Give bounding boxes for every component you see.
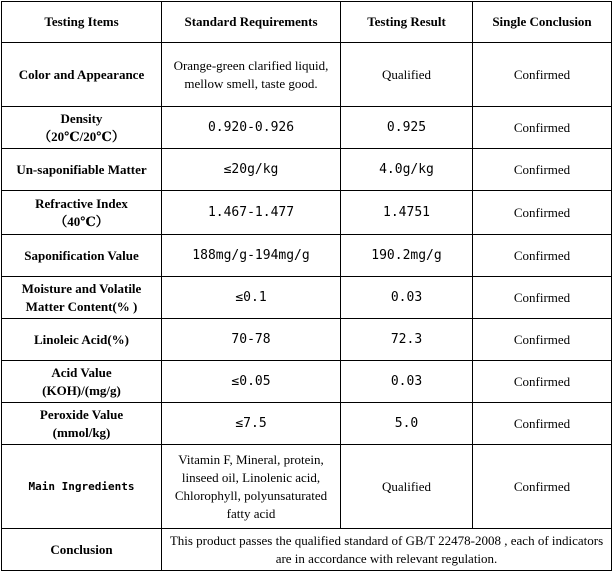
item-main-ingredients: Main Ingredients	[2, 445, 162, 529]
conclusion-cell: Confirmed	[473, 361, 612, 403]
item-color-appearance: Color and Appearance	[2, 43, 162, 107]
header-testing-items: Testing Items	[2, 2, 162, 43]
table-row	[2, 319, 612, 361]
standard-cell: 1.467-1.477	[162, 191, 341, 235]
table-row	[2, 403, 612, 445]
table-row	[2, 107, 612, 149]
conclusion-cell: Confirmed	[473, 235, 612, 277]
conclusion-label: Conclusion	[2, 529, 162, 571]
conclusion-text: This product passes the qualified standard of GB/T 22478-2008 , each of indicators are in accordance with relevant regulation.	[162, 529, 612, 571]
header-standard-requirements: Standard Requirements	[162, 2, 341, 43]
standard-cell: 188mg/g-194mg/g	[162, 235, 341, 277]
test-report-table	[1, 1, 612, 571]
table-row	[2, 277, 612, 319]
result-cell: 0.925	[341, 107, 473, 149]
conclusion-cell: Confirmed	[473, 445, 612, 529]
result-cell: Qualified	[341, 445, 473, 529]
result-cell: 190.2mg/g	[341, 235, 473, 277]
standard-cell: 0.920-0.926	[162, 107, 341, 149]
item-peroxide	[2, 403, 162, 445]
result-cell: 0.03	[341, 277, 473, 319]
standard-cell: 70-78	[162, 319, 341, 361]
item-density-label: Density （20℃/20℃）	[38, 110, 125, 144]
conclusion-cell: Confirmed	[473, 107, 612, 149]
item-peroxide-label: Peroxide Value (mmol/kg)	[39, 406, 124, 440]
table-row	[2, 191, 612, 235]
conclusion-row	[2, 529, 612, 571]
standard-cell: ≤0.1	[162, 277, 341, 319]
standard-cell: Vitamin F, Mineral, protein, linseed oil, Linolenic acid, Chlorophyll, polyunsaturated fatty acid	[162, 445, 341, 529]
result-cell: 5.0	[341, 403, 473, 445]
result-cell: 0.03	[341, 361, 473, 403]
item-acid-value	[2, 361, 162, 403]
item-unsaponifiable: Un-saponifiable Matter	[2, 149, 162, 191]
conclusion-cell: Confirmed	[473, 319, 612, 361]
item-saponification: Saponification Value	[2, 235, 162, 277]
conclusion-cell: Confirmed	[473, 403, 612, 445]
standard-cell: Orange-green clarified liquid, mellow smell, taste good.	[162, 43, 341, 107]
table-row	[2, 43, 612, 107]
header-single-conclusion: Single Conclusion	[473, 2, 612, 43]
standard-cell: ≤7.5	[162, 403, 341, 445]
table-row	[2, 361, 612, 403]
conclusion-cell: Confirmed	[473, 43, 612, 107]
item-refractive-index	[2, 191, 162, 235]
item-density	[2, 107, 162, 149]
conclusion-cell: Confirmed	[473, 149, 612, 191]
header-testing-result: Testing Result	[341, 2, 473, 43]
conclusion-cell: Confirmed	[473, 191, 612, 235]
result-cell: 4.0g/kg	[341, 149, 473, 191]
header-row	[2, 2, 612, 43]
item-acid-label: Acid Value (KOH)/(mg/g)	[42, 364, 121, 398]
item-refractive-label: Refractive Index （40℃）	[35, 195, 128, 229]
standard-cell: ≤0.05	[162, 361, 341, 403]
standard-cell: ≤20g/kg	[162, 149, 341, 191]
table-row	[2, 149, 612, 191]
conclusion-cell: Confirmed	[473, 277, 612, 319]
result-cell: Qualified	[341, 43, 473, 107]
table-row	[2, 445, 612, 529]
result-cell: 72.3	[341, 319, 473, 361]
item-moisture: Moisture and Volatile Matter Content(% )	[2, 277, 162, 319]
result-cell: 1.4751	[341, 191, 473, 235]
table-row	[2, 235, 612, 277]
item-linoleic: Linoleic Acid(%)	[2, 319, 162, 361]
